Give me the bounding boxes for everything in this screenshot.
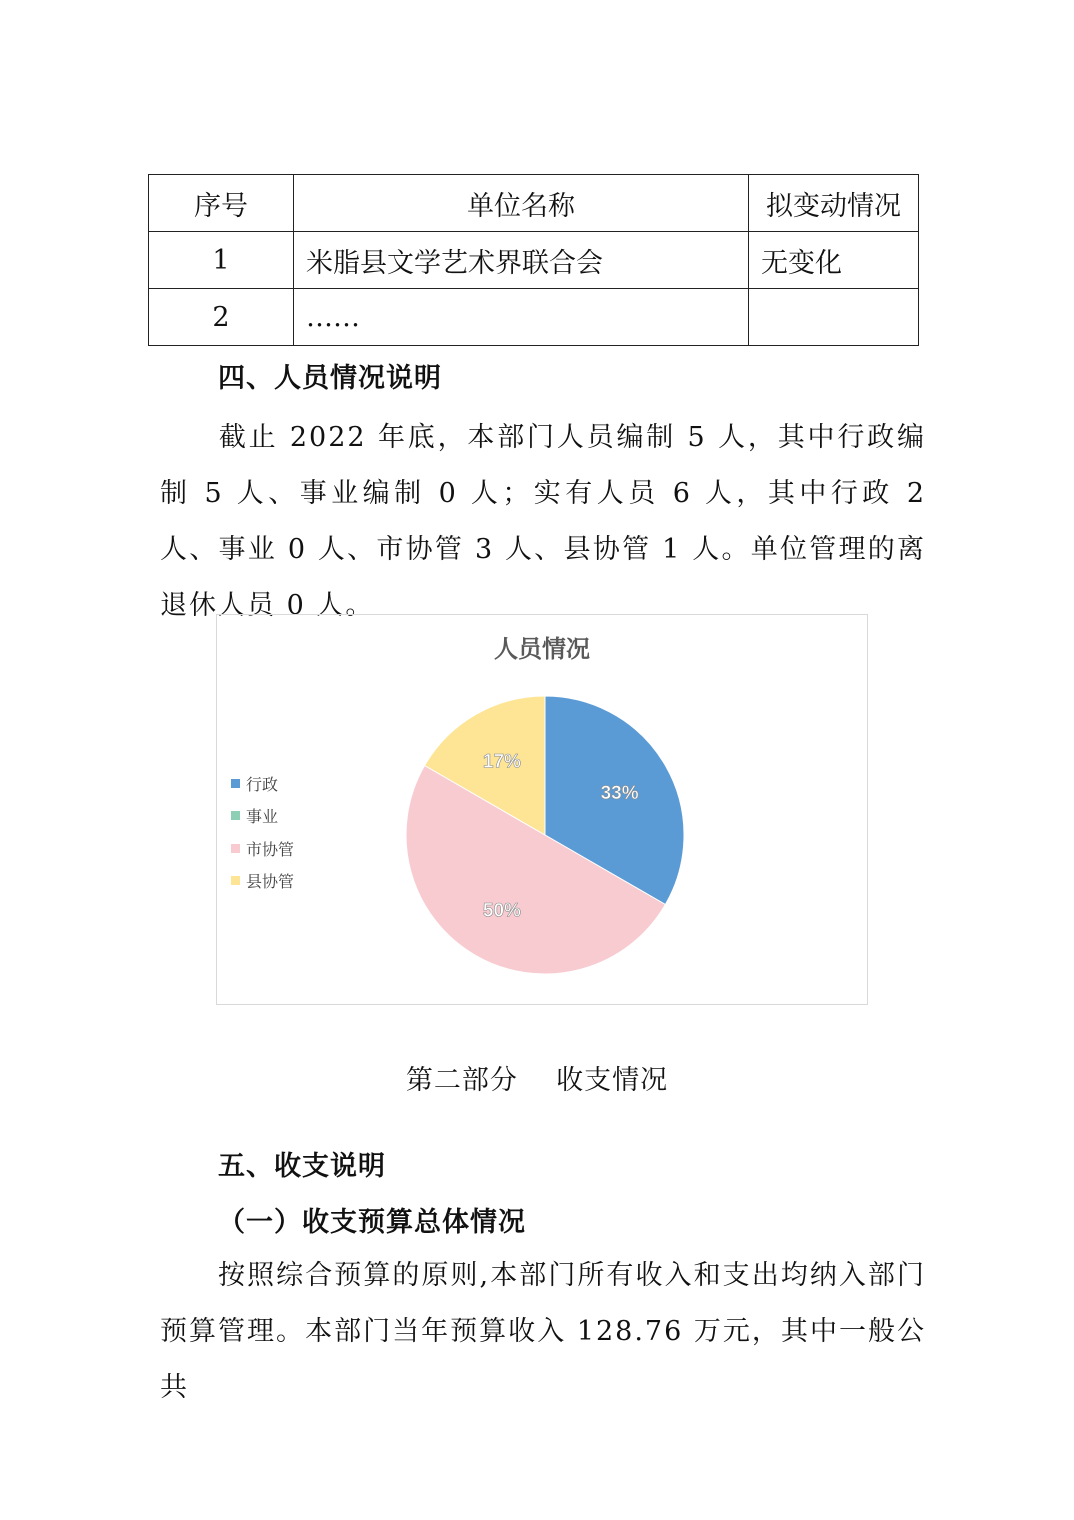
legend-swatch [231,779,240,788]
cell-change [749,289,919,346]
table-row [149,289,919,346]
table-row [149,232,919,289]
table-header-row [149,175,919,232]
cell-index: 1 [149,232,294,289]
legend-item [231,832,294,865]
part-two-title: 第二部分 收支情况 [405,1065,669,1096]
legend-swatch [231,876,240,885]
legend-label: 事业 [246,809,279,827]
staff-pie-chart [216,614,868,1005]
cell-unit-name: 米脂县文学艺术界联合会 [294,232,749,289]
legend-item [231,800,294,833]
chart-title: 人员情况 [494,636,590,663]
section-4-paragraph [160,410,926,634]
legend-label: 县协管 [246,874,295,892]
legend-item [231,767,294,800]
legend-label: 行政 [246,776,279,794]
cell-change: 无变化 [749,232,919,289]
legend-label: 市协管 [246,841,295,859]
header-unit-name: 单位名称 [294,175,749,232]
chart-legend [231,767,294,897]
cell-index: 2 [149,289,294,346]
cell-unit-name: …… [294,289,749,346]
section-5-text: 按照综合预算的原则,本部门所有收入和支出均纳入部门预算管理。本部门当年预算收入 128.76 万元，其中一般公共 [160,1260,926,1403]
pie-data-label-3: 17% [482,751,521,773]
pie-chart-svg [217,615,866,1003]
legend-item [231,865,294,898]
section-5-heading: 五、收支说明 [218,1151,386,1182]
header-change: 拟变动情况 [749,175,919,232]
legend-swatch [231,811,240,820]
header-index: 序号 [149,175,294,232]
section-4-heading: 四、人员情况说明 [218,363,442,394]
legend-swatch [231,844,240,853]
pie-data-label-0: 33% [600,782,639,804]
pie-data-label-2: 50% [482,900,521,922]
section-5-subheading: （一）收支预算总体情况 [218,1207,526,1238]
section-4-text: 截止 2022 年底，本部门人员编制 5 人，其中行政编制 5 人、事业编制 0 人；实有人员 6 人，其中行政 2 人、事业 0 人、市协管 3 人、县协管 1 人。单位管理的离退休人员 0 人。 [160,422,926,621]
unit-change-table [148,174,919,346]
section-5-paragraph [160,1248,926,1416]
